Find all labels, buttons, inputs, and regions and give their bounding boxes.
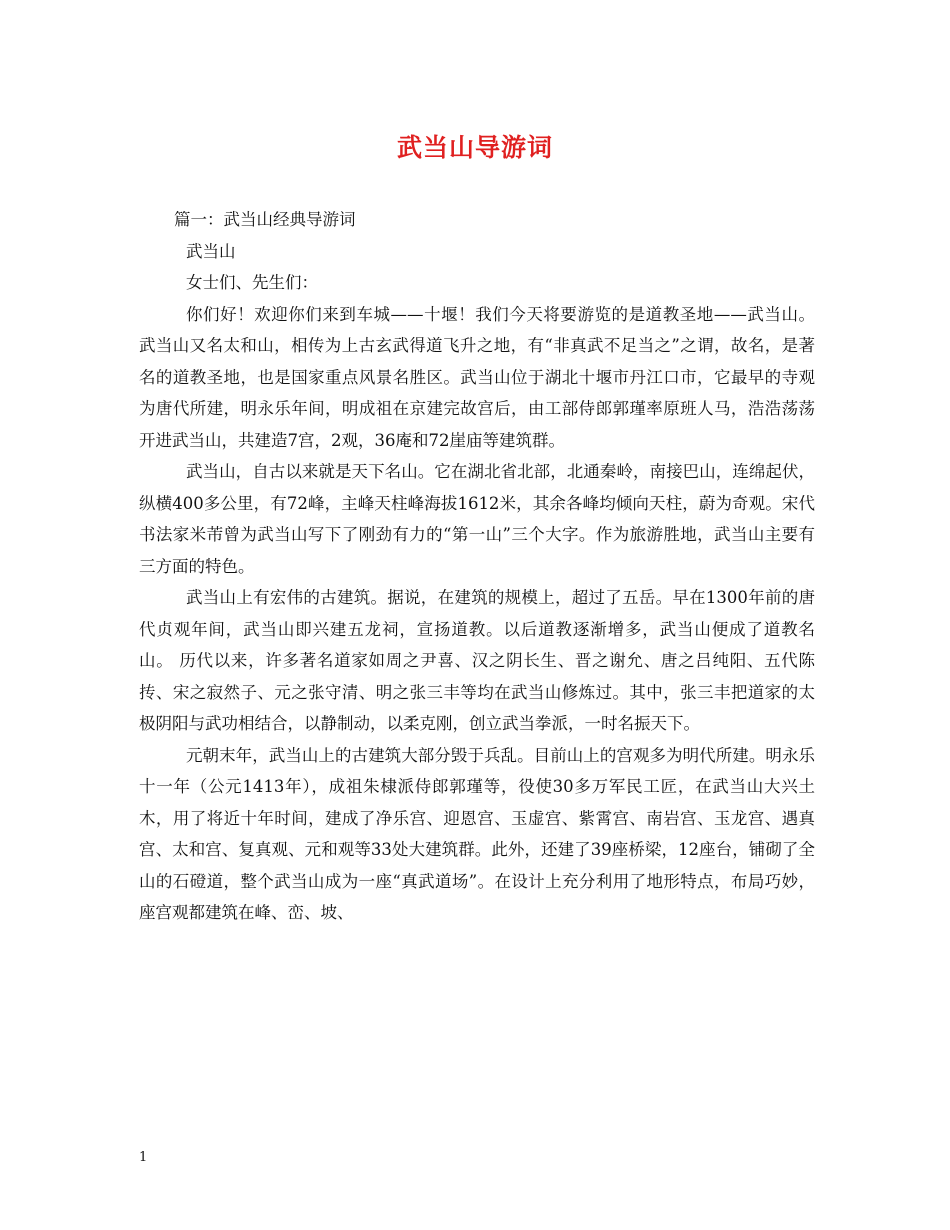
paragraph-4: 元朝末年，武当山上的古建筑大部分毁于兵乱。目前山上的宫观多为明代所建。明永乐十一年（公元1413年），成祖朱棣派侍郎郭瑾等，役使30多万军民工匠，在武当山大兴土木，用了将近十年时间，建成了净乐宫、迎恩宫、玉虚宫、紫霄宫、南岩宫、玉龙宫、遇真宫、太和宫、复真观、元和观等33处大建筑群。此外，还建了39座桥梁，12座台，铺砌了全山的石磴道，整个武当山成为一座“真武道场”。在设计上充分利用了地形特点，布局巧妙，座宫观都建筑在峰、峦、坡、 [139,745,815,922]
document-title: 武当山导游词 [396,133,553,162]
subheading: 武当山 [186,241,236,261]
paragraph-3: 武当山上有宏伟的古建筑。据说，在建筑的规模上，超过了五岳。早在1300年前的唐代贞观年间，武当山即兴建五龙祠，宣扬道教。以后道教逐渐增多，武当山便成了道教名山。 历代以来，许多著名道家如周之尹喜、汉之阴长生、晋之谢允、唐之吕纯阳、五代陈抟、宋之寂然子、元之张守清、明之张三丰等均在武当山修炼过。其中，张三丰把道家的太极阴阳与武功相结合，以静制动，以柔克刚，创立武当拳派，一时名振天下。 [139,588,815,733]
document-body [139,204,815,929]
greeting: 女士们、先生们： [186,273,318,292]
paragraph-2: 武当山，自古以来就是天下名山。它在湖北省北部，北通秦岭，南接巴山，连绵起伏，纵横400多公里，有72峰，主峰天柱峰海拔1612米，其余各峰均倾向天柱，蔚为奇观。宋代书法家米芾曾为武当山写下了刚劲有力的“第一山”三个大字。作为旅游胜地，武当山主要有三方面的特色。 [139,462,815,576]
page-number: 1 [139,1150,148,1165]
paragraph-1: 你们好！欢迎你们来到车城——十堰！我们今天将要游览的是道教圣地——武当山。 武当山又名太和山，相传为上古玄武得道飞升之地，有“非真武不足当之”之谓，故名，是著名的道教圣地，也是国家重点风景名胜区。武当山位于湖北十堰市丹江口市，它最早的寺观为唐代所建，明永乐年间，明成祖在京建完故宫后，由工部侍郎郭瑾率原班人马，浩浩荡荡开进武当山，共建造7宫，2观，36庵和72崖庙等建筑群。 [139,304,815,450]
section-heading: 篇一：武当山经典导游词 [174,210,356,229]
